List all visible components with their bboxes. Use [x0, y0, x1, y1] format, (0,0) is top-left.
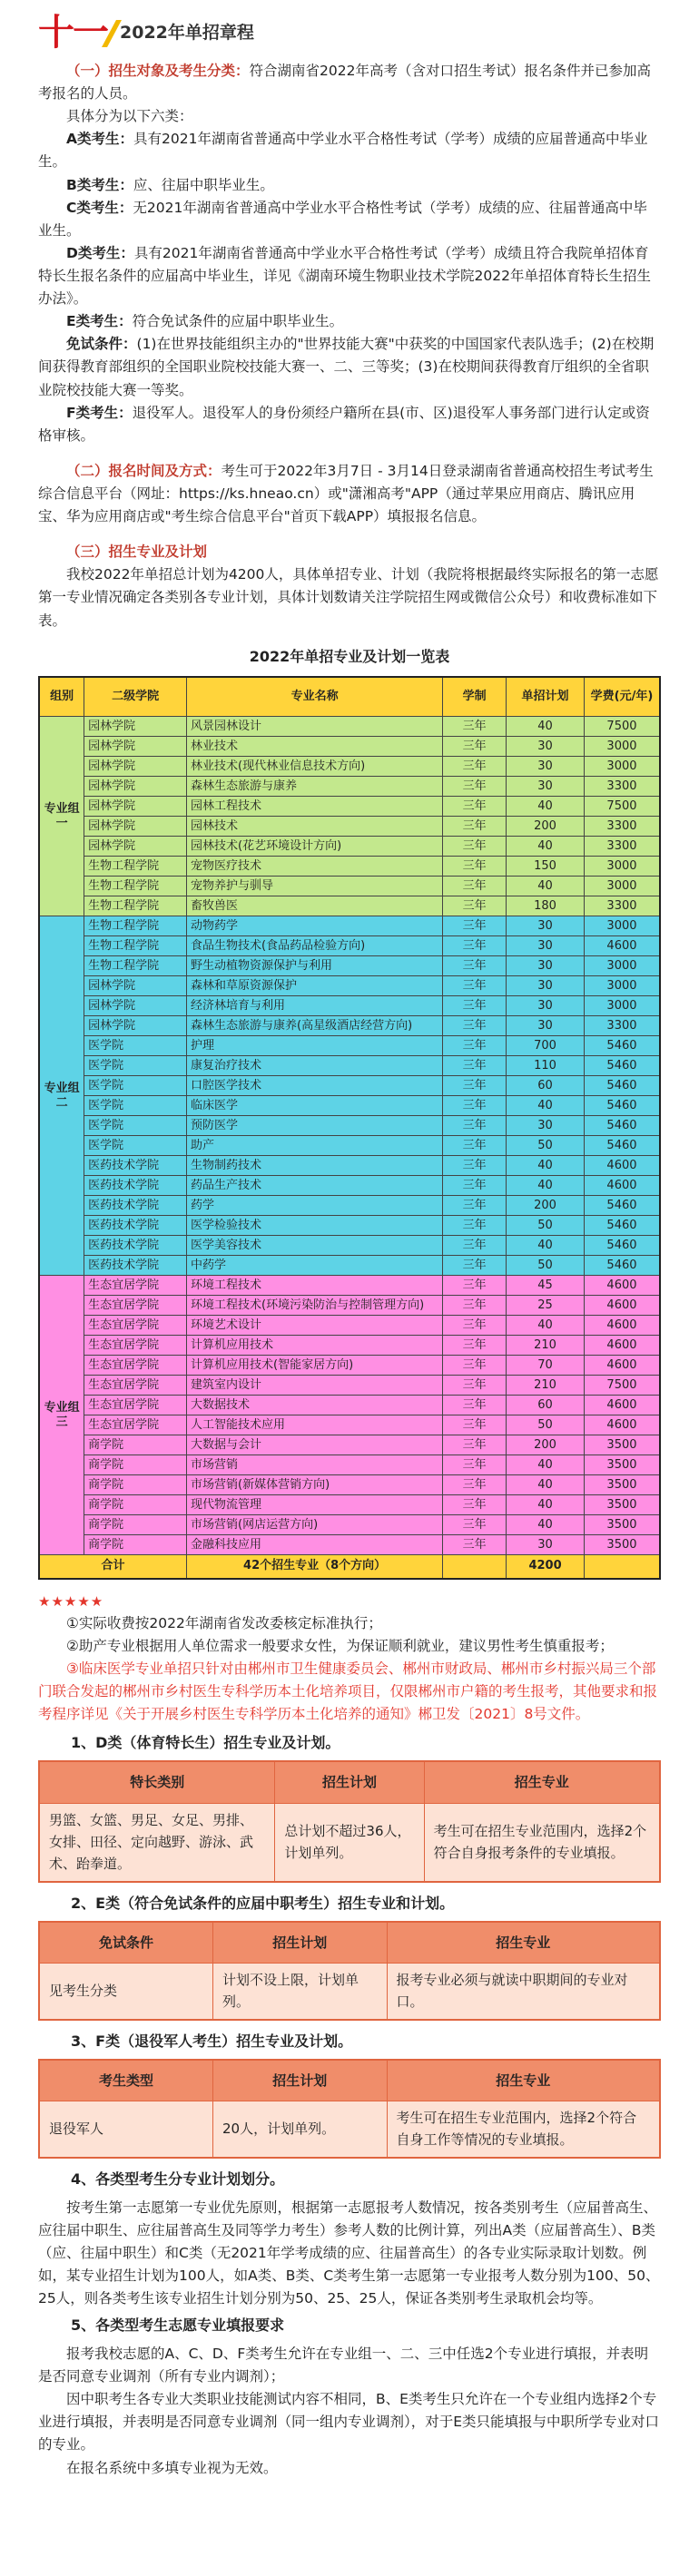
- cell-fee: 3300: [584, 817, 660, 837]
- cell-plan: 50: [507, 1136, 585, 1156]
- cell-major: 生物制药技术: [187, 1156, 443, 1176]
- cell-plan: 40: [507, 1475, 585, 1495]
- table-row: [39, 1116, 660, 1136]
- cell-plan: 30: [507, 956, 585, 976]
- cell-major: 森林生态旅游与康养(高星级酒店经营方向): [187, 1016, 443, 1036]
- cell-plan: 30: [507, 936, 585, 956]
- cell-fee: 3500: [584, 1515, 660, 1535]
- cell-plan: 50: [507, 1216, 585, 1236]
- cell-fee: 3500: [584, 1455, 660, 1475]
- note-1: ①实际收费按2022年湖南省发改委核定标准执行；: [66, 1614, 382, 1631]
- table-row: [39, 1376, 660, 1396]
- cell-major: 医学检验技术: [187, 1216, 443, 1236]
- cell-plan: 40: [507, 1156, 585, 1176]
- cell-college: 生物工程学院: [84, 877, 187, 896]
- cell-major: 护理: [187, 1036, 443, 1056]
- table-row: [39, 1276, 660, 1296]
- cell-plan: 180: [507, 896, 585, 916]
- cell-plan: 30: [507, 1535, 585, 1555]
- cell-college: 医学院: [84, 1136, 187, 1156]
- cell-years: 三年: [443, 1176, 507, 1196]
- cell-major: 临床医学: [187, 1096, 443, 1116]
- cell-major: 宠物医疗技术: [187, 857, 443, 877]
- cell-fee: 5460: [584, 1216, 660, 1236]
- cell-college: 医学院: [84, 1076, 187, 1096]
- cell-plan: 50: [507, 1256, 585, 1276]
- group-label: 专业组三: [39, 1276, 84, 1555]
- cell-years: 三年: [443, 717, 507, 737]
- section-majors: （三）招生专业及计划 我校2022年单招总计划为4200人，具体单招专业、计划（我院将根据最终实际报名的第一志愿第一专业情况确定各类别各专业计划，具体计划数请关注学院招生网或微信公众号）和收费标准如下表。: [38, 544, 659, 629]
- cell-major: 园林技术(花艺环境设计方向): [187, 837, 443, 857]
- cell-years: 三年: [443, 1116, 507, 1136]
- cell-years: 三年: [443, 777, 507, 797]
- cell-fee: 4600: [584, 1296, 660, 1316]
- cell-college: 园林学院: [84, 737, 187, 757]
- cell-college: 园林学院: [84, 1016, 187, 1036]
- cell-years: 三年: [443, 1435, 507, 1455]
- cell-plan: 50: [507, 1415, 585, 1435]
- plan-table: [38, 676, 661, 1580]
- table-row: [39, 817, 660, 837]
- table-row: [39, 837, 660, 857]
- table-row: [39, 1056, 660, 1076]
- cell-college: 园林学院: [84, 996, 187, 1016]
- cell-major: 林业技术: [187, 737, 443, 757]
- cell-plan: 30: [507, 916, 585, 936]
- cell-years: 三年: [443, 837, 507, 857]
- cell-years: 三年: [443, 1415, 507, 1435]
- table-row: [39, 996, 660, 1016]
- cell-plan: 40: [507, 1495, 585, 1515]
- cell-major: 森林和草原资源保护: [187, 976, 443, 996]
- cell-major: 市场营销: [187, 1455, 443, 1475]
- cell-major: 计算机应用技术: [187, 1336, 443, 1356]
- cell-major: 药学: [187, 1196, 443, 1216]
- cell-major: 口腔医学技术: [187, 1076, 443, 1096]
- cell-college: 医药技术学院: [84, 1256, 187, 1276]
- cell-college: 医学院: [84, 1056, 187, 1076]
- table-row: [39, 1535, 660, 1555]
- cell-major: 动物药学: [187, 916, 443, 936]
- table-row: [39, 797, 660, 817]
- section-applicants: （一）招生对象及考生分类：符合湖南省2022年高考（含对口招生考试）报名条件并已参加高考报名的人员。 具体分为以下六类： A类考生：具有2021年湖南省普通高中学业水平合格性考试（学考）成绩的应届普通高中毕业生。 B类考生：应、往届中职毕业生。 C类考生：无2021年湖南省普通高中学业水平合格性考试（学考）成绩的应、往届普通高中毕业生。 D类考生：具有2021年湖南省普通高中学业水平合格性考试（学考）成绩且符合我院单招体育特长生报名条件的应届高中毕业生，详见《湖南环境生物职业技术学院2022年单招体育特长生招生办法》。 E类考生：符合免试条件的应届中职毕业生。 免试条件：(1)在世界技能组织主办的"世界技能大赛"中获奖的中国国家代表队选手；(2)在校期间获得教育部组织的全国职业院校技能大赛一、二、三等奖；(3)在校期间获得教育厅组织的全省职业院校技能大赛一等奖。 F类考生：退役军人。退役军人的身份须经户籍所在县(市、区)退役军人事务部门进行认定或资格审核。: [38, 63, 655, 444]
- cell-college: 园林学院: [84, 717, 187, 737]
- cell-major: 大数据与会计: [187, 1435, 443, 1455]
- cell-fee: 5460: [584, 1256, 660, 1276]
- cell-college: 生态宜居学院: [84, 1396, 187, 1415]
- cell-major: 医学美容技术: [187, 1236, 443, 1256]
- page-header: [38, 7, 661, 53]
- cell-plan: 150: [507, 857, 585, 877]
- table-row: [39, 1256, 660, 1276]
- section-registration: （二）报名时间及方式：考生可于2022年3月7日 - 3月14日登录湖南省普通高校招生考试考生综合信息平台（网址：https://ks.hneao.cn）或"潇湘高考"APP（通过苹果应用商店、腾讯应用宝、华为应用商店或"考生综合信息平台"首页下载APP）填报报名信息。: [38, 462, 654, 525]
- cell-plan: 25: [507, 1296, 585, 1316]
- cell-fee: 3000: [584, 976, 660, 996]
- section-d-heading: 1、D类（体育特长生）招生专业及计划。: [71, 1734, 340, 1752]
- cell-fee: 3000: [584, 996, 660, 1016]
- cell-plan: 30: [507, 777, 585, 797]
- cell-college: 医药技术学院: [84, 1176, 187, 1196]
- section-5-text-3: 在报名系统中多填专业视为无效。: [66, 2459, 278, 2476]
- section-title: （二）报名时间及方式：: [66, 462, 222, 479]
- table-row: [39, 1356, 660, 1376]
- cell-fee: 3000: [584, 956, 660, 976]
- cell-college: 园林学院: [84, 817, 187, 837]
- cell-fee: 5460: [584, 1136, 660, 1156]
- section-title: （一）招生对象及考生分类：: [66, 63, 250, 79]
- cell-years: 三年: [443, 896, 507, 916]
- cell-major: 康复治疗技术: [187, 1056, 443, 1076]
- d-class-table: 特长类别 招生计划 招生专业 男篮、女篮、男足、女足、男排、女排、田径、定向越野、游泳、武术、跆拳道。 总计划不超过36人，计划单列。 考生可在招生专业范围内，选择2个符合自身报考条件的专业填报。: [38, 1760, 661, 1882]
- cell-plan: 40: [507, 1176, 585, 1196]
- cell-college: 生态宜居学院: [84, 1276, 187, 1296]
- cell-college: 园林学院: [84, 837, 187, 857]
- cell-plan: 40: [507, 1096, 585, 1116]
- cell-plan: 40: [507, 1316, 585, 1336]
- cell-plan: 45: [507, 1276, 585, 1296]
- cell-major: 风景园林设计: [187, 717, 443, 737]
- group-label: 专业组一: [39, 717, 84, 916]
- cell-fee: 3500: [584, 1495, 660, 1515]
- cell-college: 商学院: [84, 1455, 187, 1475]
- cell-years: 三年: [443, 737, 507, 757]
- table-row: [39, 1316, 660, 1336]
- cell-fee: 3000: [584, 916, 660, 936]
- cell-years: 三年: [443, 1156, 507, 1176]
- cell-fee: 4600: [584, 1156, 660, 1176]
- cell-fee: 4600: [584, 936, 660, 956]
- cell-fee: 3300: [584, 837, 660, 857]
- f-class-table: 考生类型 招生计划 招生专业 退役军人 20人，计划单列。 考生可在招生专业范围内，选择2个符合自身工作等情况的专业填报。: [38, 2059, 661, 2159]
- cell-plan: 40: [507, 1515, 585, 1535]
- cell-fee: 4600: [584, 1176, 660, 1196]
- cell-plan: 30: [507, 737, 585, 757]
- cell-major: 食品生物技术(食品药品检验方向): [187, 936, 443, 956]
- table-row: [39, 976, 660, 996]
- cell-years: 三年: [443, 936, 507, 956]
- cell-college: 生物工程学院: [84, 956, 187, 976]
- table-row: [39, 1336, 660, 1356]
- cell-plan: 30: [507, 1116, 585, 1136]
- cell-years: 三年: [443, 1196, 507, 1216]
- cell-fee: 4600: [584, 1276, 660, 1296]
- cell-college: 医药技术学院: [84, 1196, 187, 1216]
- cell-fee: 7500: [584, 1376, 660, 1396]
- table-row: [39, 737, 660, 757]
- cell-college: 生物工程学院: [84, 936, 187, 956]
- cell-fee: 3000: [584, 757, 660, 777]
- cell-college: 医学院: [84, 1036, 187, 1056]
- section-e-heading: 2、E类（符合免试条件的应届中职考生）招生专业和计划。: [71, 1894, 455, 1912]
- page-title: 2022年单招章程: [120, 23, 254, 44]
- table-row: [39, 1495, 660, 1515]
- section-5-text-1: 报考我校志愿的A、C、D、F类考生允许在专业组一、二、三中任选2个专业进行填报，并表明是否同意专业调剂（所有专业内调剂）；: [38, 2346, 649, 2385]
- cell-college: 生态宜居学院: [84, 1356, 187, 1376]
- section-5-heading: 5、各类型考生志愿专业填报要求: [71, 2316, 285, 2335]
- section-4-heading: 4、各类型考生分专业计划划分。: [71, 2170, 285, 2188]
- cell-fee: 3500: [584, 1535, 660, 1555]
- cell-major: 园林技术: [187, 817, 443, 837]
- section-4-text: 按考生第一志愿第一专业优先原则，根据第一志愿报考人数情况，按各类别考生（应届普高生、应往届中职生、应往届普高生及同等学力考生）参考人数的比例计算，列出A类（应届普高生）、B类（应、往届中职生）和C类（无2021年学考成绩的应、往届普高生）的各专业实际录取计划数。例如，某专业招生计划为100人，如A类、B类、C类考生第一志愿第一专业报考人数分别为100、50、25人，则各类考生该专业招生计划分别为50、25、25人，保证各类别考生录取机会均等。: [38, 2199, 660, 2307]
- cell-plan: 30: [507, 976, 585, 996]
- cell-years: 三年: [443, 1376, 507, 1396]
- cell-major: 市场营销(网店运营方向): [187, 1515, 443, 1535]
- cell-college: 商学院: [84, 1515, 187, 1535]
- cell-years: 三年: [443, 1056, 507, 1076]
- table-row: [39, 1396, 660, 1415]
- cell-fee: 5460: [584, 1056, 660, 1076]
- cell-years: 三年: [443, 1475, 507, 1495]
- cell-major: 经济林培育与利用: [187, 996, 443, 1016]
- cell-plan: 210: [507, 1336, 585, 1356]
- cell-major: 野生动植物资源保护与利用: [187, 956, 443, 976]
- cell-fee: 3000: [584, 877, 660, 896]
- cell-major: 预防医学: [187, 1116, 443, 1136]
- cell-major: 市场营销(新媒体营销方向): [187, 1475, 443, 1495]
- cell-fee: 4600: [584, 1415, 660, 1435]
- cell-years: 三年: [443, 1396, 507, 1415]
- cell-major: 宠物养护与驯导: [187, 877, 443, 896]
- table-row: [39, 896, 660, 916]
- cell-major: 中药学: [187, 1256, 443, 1276]
- cell-college: 商学院: [84, 1535, 187, 1555]
- stars-decoration: ★★★★★: [38, 1592, 104, 1610]
- total-label: 合计: [39, 1555, 187, 1579]
- table-row: [39, 936, 660, 956]
- total-majors: 42个招生专业（8个方向）: [187, 1555, 443, 1579]
- table-row: [39, 1455, 660, 1475]
- cell-fee: 5460: [584, 1096, 660, 1116]
- table-row: [39, 717, 660, 737]
- cell-years: 三年: [443, 757, 507, 777]
- cell-major: 畜牧兽医: [187, 896, 443, 916]
- section-title: （三）招生专业及计划: [66, 544, 208, 561]
- table-row: [39, 877, 660, 896]
- table-row: [39, 1435, 660, 1455]
- table-row: [39, 1136, 660, 1156]
- cell-plan: 110: [507, 1056, 585, 1076]
- cell-college: 生态宜居学院: [84, 1336, 187, 1356]
- cell-years: 三年: [443, 877, 507, 896]
- cell-years: 三年: [443, 1276, 507, 1296]
- cell-major: 林业技术(现代林业信息技术方向): [187, 757, 443, 777]
- table-row: [39, 1076, 660, 1096]
- cell-college: 生物工程学院: [84, 857, 187, 877]
- cell-major: 森林生态旅游与康养: [187, 777, 443, 797]
- cell-years: 三年: [443, 1036, 507, 1056]
- cell-plan: 200: [507, 1435, 585, 1455]
- cell-college: 生态宜居学院: [84, 1376, 187, 1396]
- cell-fee: 3500: [584, 1475, 660, 1495]
- note-3: ③临床医学专业单招只针对由郴州市卫生健康委员会、郴州市财政局、郴州市乡村振兴局三个部门联合发起的郴州市乡村医生专科学历本土化培养项目，仅限郴州市户籍的考生报考，其他要求和报考程序详见《关于开展乡村医生专科学历本土化培养的通知》郴卫发〔2021〕8号文件。: [38, 1660, 658, 1723]
- cell-plan: 30: [507, 996, 585, 1016]
- cell-fee: 3300: [584, 1016, 660, 1036]
- cell-fee: 3500: [584, 1435, 660, 1455]
- cell-major: 环境工程技术: [187, 1276, 443, 1296]
- cell-years: 三年: [443, 1535, 507, 1555]
- cell-college: 园林学院: [84, 976, 187, 996]
- cell-years: 三年: [443, 797, 507, 817]
- cell-years: 三年: [443, 1136, 507, 1156]
- cell-years: 三年: [443, 1216, 507, 1236]
- cell-plan: 70: [507, 1356, 585, 1376]
- cell-fee: 3300: [584, 777, 660, 797]
- cell-years: 三年: [443, 1096, 507, 1116]
- cell-major: 环境艺术设计: [187, 1316, 443, 1336]
- cell-years: 三年: [443, 1336, 507, 1356]
- table-row: [39, 1475, 660, 1495]
- table-row: [39, 1515, 660, 1535]
- cell-college: 生物工程学院: [84, 916, 187, 936]
- header-number: 十一: [38, 11, 107, 54]
- table-row: [39, 1096, 660, 1116]
- cell-years: 三年: [443, 976, 507, 996]
- cell-plan: 40: [507, 837, 585, 857]
- cell-college: 生物工程学院: [84, 896, 187, 916]
- cell-fee: 7500: [584, 797, 660, 817]
- cell-plan: 40: [507, 1236, 585, 1256]
- total-row: [39, 1555, 660, 1579]
- total-plan: 4200: [507, 1555, 585, 1579]
- table-row: [39, 777, 660, 797]
- cell-years: 三年: [443, 1515, 507, 1535]
- cell-years: 三年: [443, 1495, 507, 1515]
- cell-fee: 4600: [584, 1316, 660, 1336]
- cell-plan: 60: [507, 1396, 585, 1415]
- cell-college: 医药技术学院: [84, 1236, 187, 1256]
- cell-college: 医学院: [84, 1096, 187, 1116]
- e-class-table: 免试条件 招生计划 招生专业 见考生分类 计划不设上限，计划单列。 报考专业必须与就读中职期间的专业对口。: [38, 1921, 661, 2021]
- cell-college: 商学院: [84, 1495, 187, 1515]
- cell-fee: 4600: [584, 1396, 660, 1415]
- cell-plan: 40: [507, 797, 585, 817]
- cell-college: 医药技术学院: [84, 1156, 187, 1176]
- cell-college: 医药技术学院: [84, 1216, 187, 1236]
- cell-years: 三年: [443, 817, 507, 837]
- cell-fee: 5460: [584, 1076, 660, 1096]
- table-row: [39, 1156, 660, 1176]
- table-row: [39, 757, 660, 777]
- cell-college: 园林学院: [84, 757, 187, 777]
- cell-major: 环境工程技术(环境污染防治与控制管理方向): [187, 1296, 443, 1316]
- cell-years: 三年: [443, 1316, 507, 1336]
- cell-major: 计算机应用技术(智能家居方向): [187, 1356, 443, 1376]
- cell-fee: 4600: [584, 1356, 660, 1376]
- cell-college: 医学院: [84, 1116, 187, 1136]
- cell-years: 三年: [443, 956, 507, 976]
- table-row: [39, 956, 660, 976]
- table-row: [39, 1036, 660, 1056]
- cell-years: 三年: [443, 1256, 507, 1276]
- table-row: [39, 1016, 660, 1036]
- table-row: [39, 1415, 660, 1435]
- table-row: [39, 857, 660, 877]
- cell-major: 人工智能技术应用: [187, 1415, 443, 1435]
- cell-plan: 40: [507, 1455, 585, 1475]
- cell-college: 商学院: [84, 1475, 187, 1495]
- table-row: [39, 1176, 660, 1196]
- table-header-row: 组别 二级学院 专业名称 学制 单招计划 学费(元/年): [39, 677, 660, 717]
- cell-years: 三年: [443, 1016, 507, 1036]
- cell-plan: 700: [507, 1036, 585, 1056]
- cell-fee: 5460: [584, 1196, 660, 1216]
- cell-major: 助产: [187, 1136, 443, 1156]
- cell-major: 园林工程技术: [187, 797, 443, 817]
- section-5-text-2: 因中职考生各专业大类职业技能测试内容不相同，B、E类考生只允许在一个专业组内选择2个专业进行填报，并表明是否同意专业调剂（同一组内专业调剂），对于E类只能填报与中职所学专业对口的专业。: [38, 2391, 660, 2454]
- cell-major: 金融科技应用: [187, 1535, 443, 1555]
- cell-fee: 5460: [584, 1236, 660, 1256]
- cell-plan: 30: [507, 1016, 585, 1036]
- cell-years: 三年: [443, 1296, 507, 1316]
- table-row: [39, 1236, 660, 1256]
- cell-college: 生态宜居学院: [84, 1415, 187, 1435]
- table-row: [39, 1196, 660, 1216]
- cell-plan: 60: [507, 1076, 585, 1096]
- cell-fee: 5460: [584, 1036, 660, 1056]
- cell-plan: 40: [507, 717, 585, 737]
- cell-fee: 5460: [584, 1116, 660, 1136]
- table-row: [39, 1296, 660, 1316]
- cell-years: 三年: [443, 996, 507, 1016]
- cell-college: 园林学院: [84, 797, 187, 817]
- cell-plan: 210: [507, 1376, 585, 1396]
- cell-fee: 3000: [584, 857, 660, 877]
- cell-years: 三年: [443, 1356, 507, 1376]
- cell-major: 药品生产技术: [187, 1176, 443, 1196]
- cell-college: 园林学院: [84, 777, 187, 797]
- cell-years: 三年: [443, 1236, 507, 1256]
- cell-fee: 3000: [584, 737, 660, 757]
- group-label: 专业组二: [39, 916, 84, 1276]
- cell-fee: 4600: [584, 1336, 660, 1356]
- cell-years: 三年: [443, 1455, 507, 1475]
- table-row: [39, 1216, 660, 1236]
- cell-years: 三年: [443, 1076, 507, 1096]
- cell-years: 三年: [443, 916, 507, 936]
- section-f-heading: 3、F类（退役军人考生）招生专业及计划。: [71, 2032, 353, 2050]
- cell-fee: 7500: [584, 717, 660, 737]
- cell-plan: 200: [507, 817, 585, 837]
- cell-major: 现代物流管理: [187, 1495, 443, 1515]
- cell-major: 建筑室内设计: [187, 1376, 443, 1396]
- cell-years: 三年: [443, 857, 507, 877]
- cell-college: 商学院: [84, 1435, 187, 1455]
- table-row: [39, 916, 660, 936]
- cell-college: 生态宜居学院: [84, 1316, 187, 1336]
- cell-plan: 200: [507, 1196, 585, 1216]
- cell-fee: 3300: [584, 896, 660, 916]
- cell-college: 生态宜居学院: [84, 1296, 187, 1316]
- cell-plan: 30: [507, 757, 585, 777]
- cell-major: 大数据技术: [187, 1396, 443, 1415]
- note-2: ②助产专业根据用人单位需求一般要求女性，为保证顺利就业，建议男性考生慎重报考；: [66, 1637, 614, 1654]
- cell-plan: 40: [507, 877, 585, 896]
- table-title: 2022年单招专业及计划一览表: [249, 647, 450, 665]
